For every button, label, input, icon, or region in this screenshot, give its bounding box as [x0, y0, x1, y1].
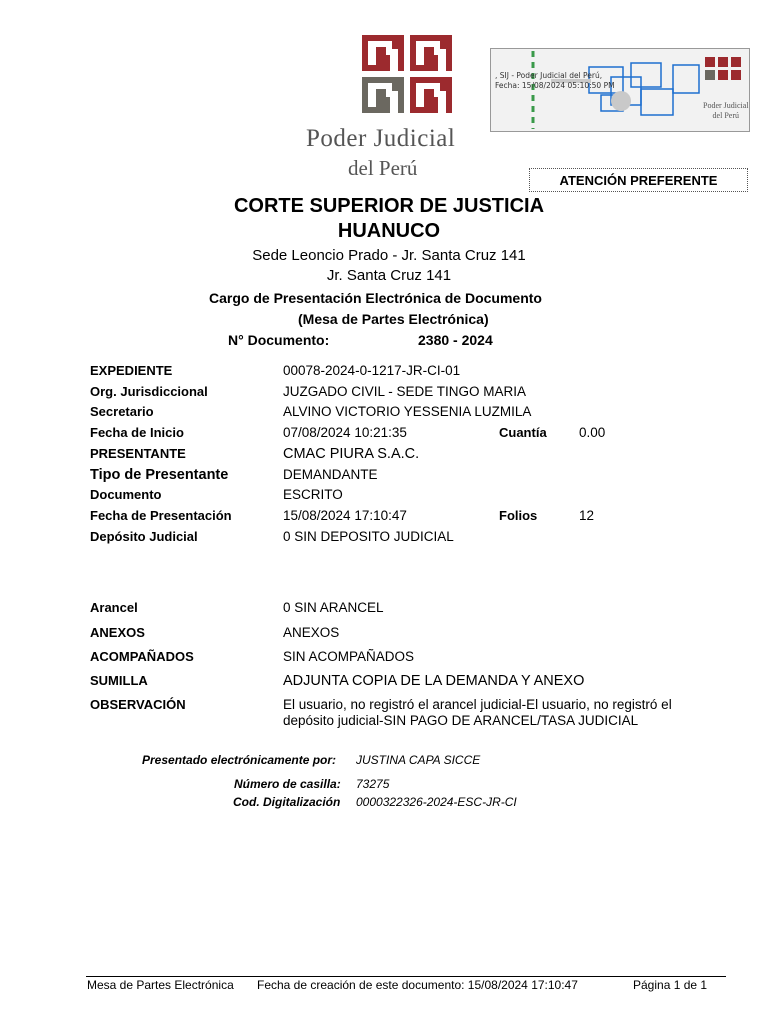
field-value-tipo-presentante: DEMANDANTE: [283, 467, 378, 482]
field-value-sumilla: ADJUNTA COPIA DE LA DEMANDA Y ANEXO: [283, 673, 585, 689]
field-value-fecha-presentacion: 15/08/2024 17:10:47: [283, 508, 407, 523]
court-title-line1: CORTE SUPERIOR DE JUSTICIA: [233, 195, 545, 217]
field-label-folios: Folios: [499, 508, 538, 523]
field-value-observacion-line1: El usuario, no registró el arancel judicial-El usuario, no registró el: [283, 697, 672, 712]
atencion-preferente-box: ATENCIÓN PREFERENTE: [529, 168, 748, 192]
field-label-fecha-inicio: Fecha de Inicio: [90, 425, 184, 440]
field-value-documento: ESCRITO: [283, 487, 343, 502]
court-title-line2: HUANUCO: [337, 220, 441, 242]
field-label-sumilla: SUMILLA: [90, 673, 148, 688]
field-value-fecha-inicio: 07/08/2024 10:21:35: [283, 425, 407, 440]
field-value-anexos: ANEXOS: [283, 625, 340, 640]
footer-left: Mesa de Partes Electrónica: [87, 978, 234, 992]
field-label-deposito: Depósito Judicial: [90, 529, 198, 544]
presentado-value: JUSTINA CAPA SICCE: [356, 753, 481, 767]
footer-page-number: Página 1 de 1: [633, 978, 708, 992]
digital-signature-stamp: [490, 48, 750, 132]
field-label-org: Org. Jurisdiccional: [90, 384, 208, 399]
document-number: 2380 - 2024: [418, 332, 493, 348]
field-label-documento: Documento: [90, 487, 162, 502]
field-label-observacion: OBSERVACIÓN: [90, 697, 186, 712]
cod-digitalizacion-value: 0000322326-2024-ESC-JR-CI: [356, 795, 517, 809]
brand-name: Poder Judicial: [306, 125, 456, 152]
casilla-value: 73275: [356, 777, 390, 791]
field-value-presentante: CMAC PIURA S.A.C.: [283, 446, 420, 462]
casilla-label: Número de casilla:: [234, 777, 341, 791]
sede-address: Sede Leoncio Prado - Jr. Santa Cruz 141: [252, 247, 526, 264]
field-value-observacion-line2: depósito judicial-SIN PAGO DE ARANCEL/TASA JUDICIAL: [283, 713, 639, 728]
cargo-title: Cargo de Presentación Electrónica de Documento: [209, 290, 542, 306]
stamp-brand: Poder Judicial del Perú: [703, 101, 749, 120]
field-label-secretario: Secretario: [90, 404, 154, 419]
brand-country: del Perú: [348, 156, 418, 180]
field-label-fecha-presentacion: Fecha de Presentación: [90, 508, 232, 523]
field-label-tipo-presentante: Tipo de Presentante: [90, 467, 229, 483]
field-label-expediente: EXPEDIENTE: [90, 363, 173, 378]
field-label-arancel: Arancel: [90, 600, 138, 615]
field-label-cuantia: Cuantía: [499, 425, 547, 440]
field-label-acompanados: ACOMPAÑADOS: [90, 649, 194, 664]
field-value-deposito: 0 SIN DEPOSITO JUDICIAL: [283, 529, 454, 544]
field-label-presentante: PRESENTANTE: [90, 446, 186, 461]
footer-divider: [86, 976, 726, 977]
field-label-anexos: ANEXOS: [90, 625, 145, 640]
stamp-text: , SIJ - Poder Judicial del Perú, Fecha: 15/08/2024 05:10:50 PM: [495, 71, 615, 90]
street-address: Jr. Santa Cruz 141: [326, 267, 452, 284]
field-value-expediente: 00078-2024-0-1217-JR-CI-01: [283, 363, 461, 378]
cargo-subtitle: (Mesa de Partes Electrónica): [298, 311, 489, 327]
field-value-secretario: ALVINO VICTORIO YESSENIA LUZMILA: [283, 404, 532, 419]
field-value-org: JUZGADO CIVIL - SEDE TINGO MARIA: [283, 384, 527, 399]
field-value-folios: 12: [579, 508, 595, 523]
document-number-label: N° Documento:: [228, 332, 330, 348]
field-value-acompanados: SIN ACOMPAÑADOS: [283, 649, 415, 664]
presentado-label: Presentado electrónicamente por:: [142, 753, 337, 767]
poder-judicial-logo-icon: [362, 35, 454, 113]
field-value-cuantia: 0.00: [579, 425, 606, 440]
field-value-arancel: 0 SIN ARANCEL: [283, 600, 384, 615]
footer-creation-date: Fecha de creación de este documento: 15/08/2024 17:10:47: [257, 978, 578, 992]
cod-digitalizacion-label: Cod. Digitalización: [233, 795, 341, 809]
